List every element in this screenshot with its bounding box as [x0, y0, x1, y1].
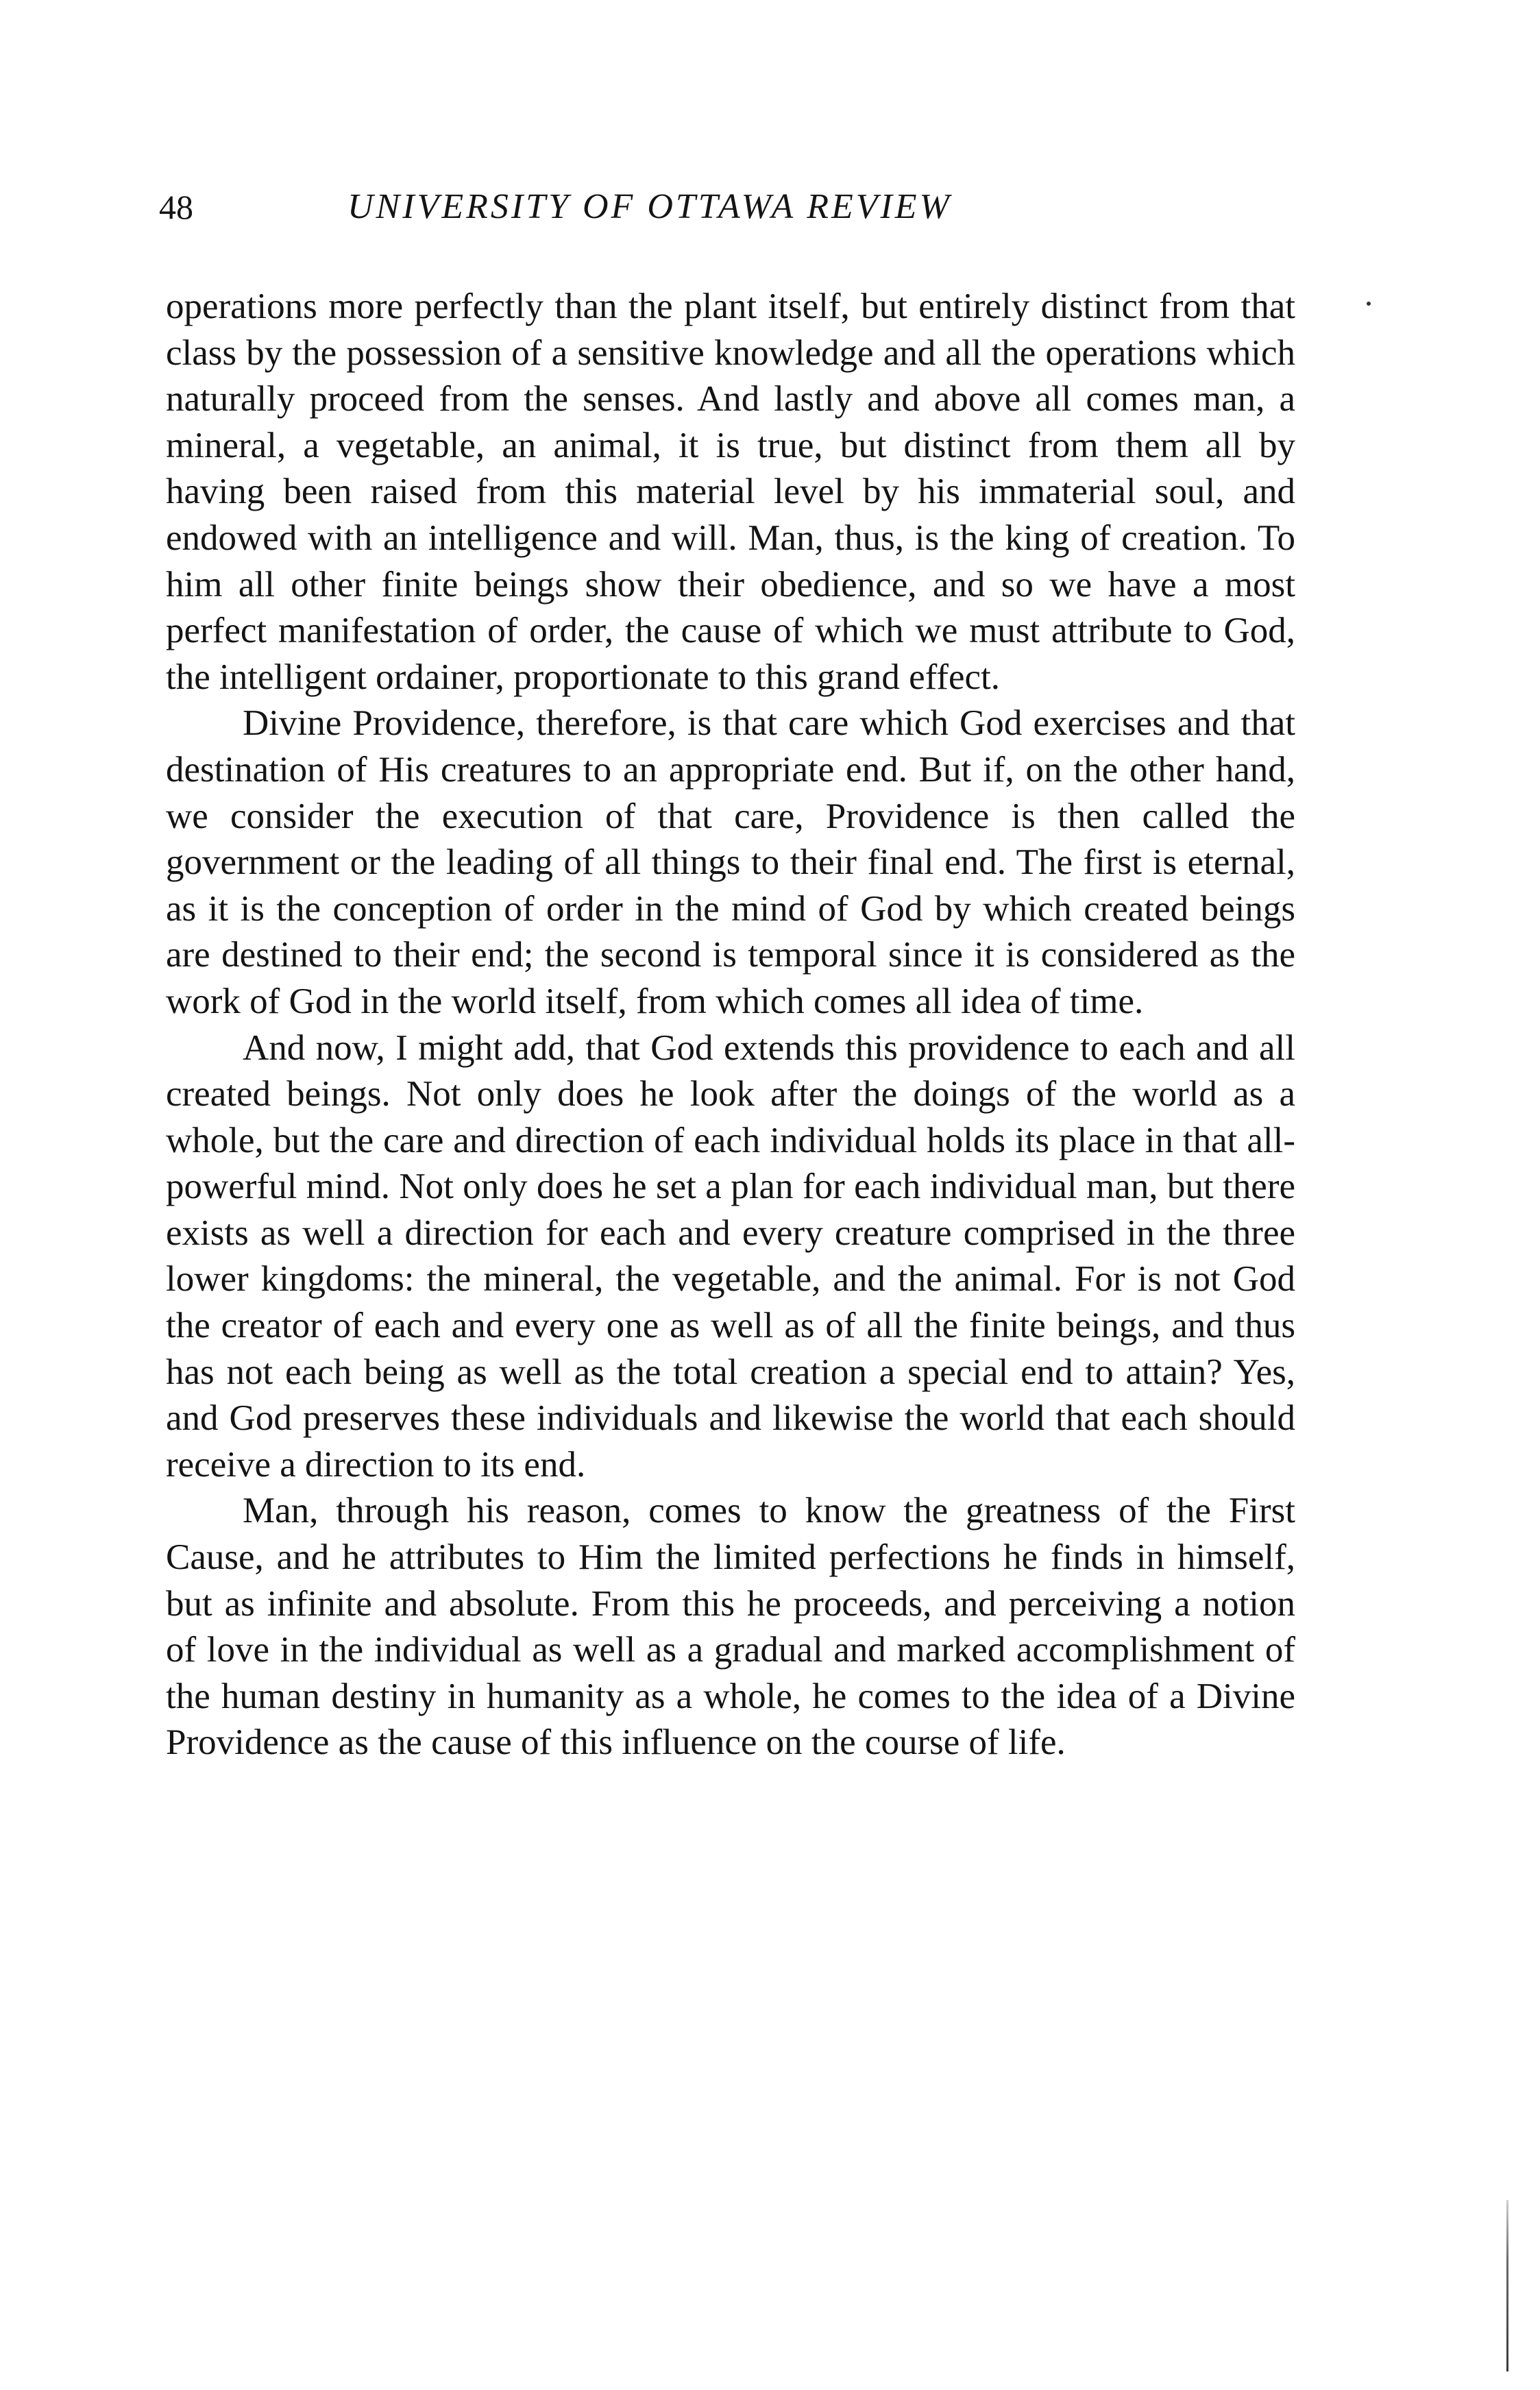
- paragraph: Man, through his reason, comes to know the greatness of the First Cause, and he attributes to Him the limited perfections he finds in himself, but as infinite and absolute. From this he proceeds, and perceiving a notion of love in the individual as well as a gradual and marked accomplishment of the human destiny in humanity as a whole, he comes to the idea of a Divine Providence as the cause of this influence on the course of life.: [166, 1491, 1295, 1763]
- scan-margin-mark: [1506, 2200, 1508, 2371]
- paragraph: And now, I might add, that God extends this providence to each and all created beings. Not only does he look after the doings of the world as a whole, but the care and direction of each individual holds its place in that all-powerful mind. Not only does he set a plan for each individual man, but there exists as well a direction for each and every creature comprised in the three lower kingdoms: the mineral, the vegetable, and the animal. For is not God the creator of each and every one as well as of all the finite beings, and thus has not each being as well as the total creation a special end to attain? Yes, and God preserves these individuals and likewise the world that each should receive a direction to its end.: [166, 1027, 1295, 1485]
- body-text: [166, 284, 1295, 1766]
- paragraph: Divine Providence, therefore, is that care which God exercises and that destination of His creatures to an appropriate end. But if, on the other hand, we consider the execution of that care, Providence is then called the government or the leading of all things to their final end. The first is eternal, as it is the conception of order in the mind of God by which created beings are destined to their end; the second is temporal since it is considered as the work of God in the world itself, from which comes all idea of time.: [166, 703, 1295, 1021]
- running-head: UNIVERSITY OF OTTAWA REVIEW: [347, 187, 952, 226]
- page-header: [159, 180, 1304, 234]
- stray-mark: [1367, 302, 1371, 306]
- paragraph: operations more perfectly than the plant itself, but entirely distinct from that class by the possession of a sensitive knowledge and all the operations which naturally proceed from the senses. And lastly and above all comes man, a mineral, a vegetable, an animal, it is true, but distinct from them all by having been raised from this material level by his immaterial soul, and endowed with an intelligence and will. Man, thus, is the king of creation. To him all other finite beings show their obedience, and so we have a most perfect manifestation of order, the cause of which we must attribute to God, the intelligent ordainer, proportionate to this grand effect.: [166, 286, 1295, 697]
- page-number: 48: [159, 188, 193, 226]
